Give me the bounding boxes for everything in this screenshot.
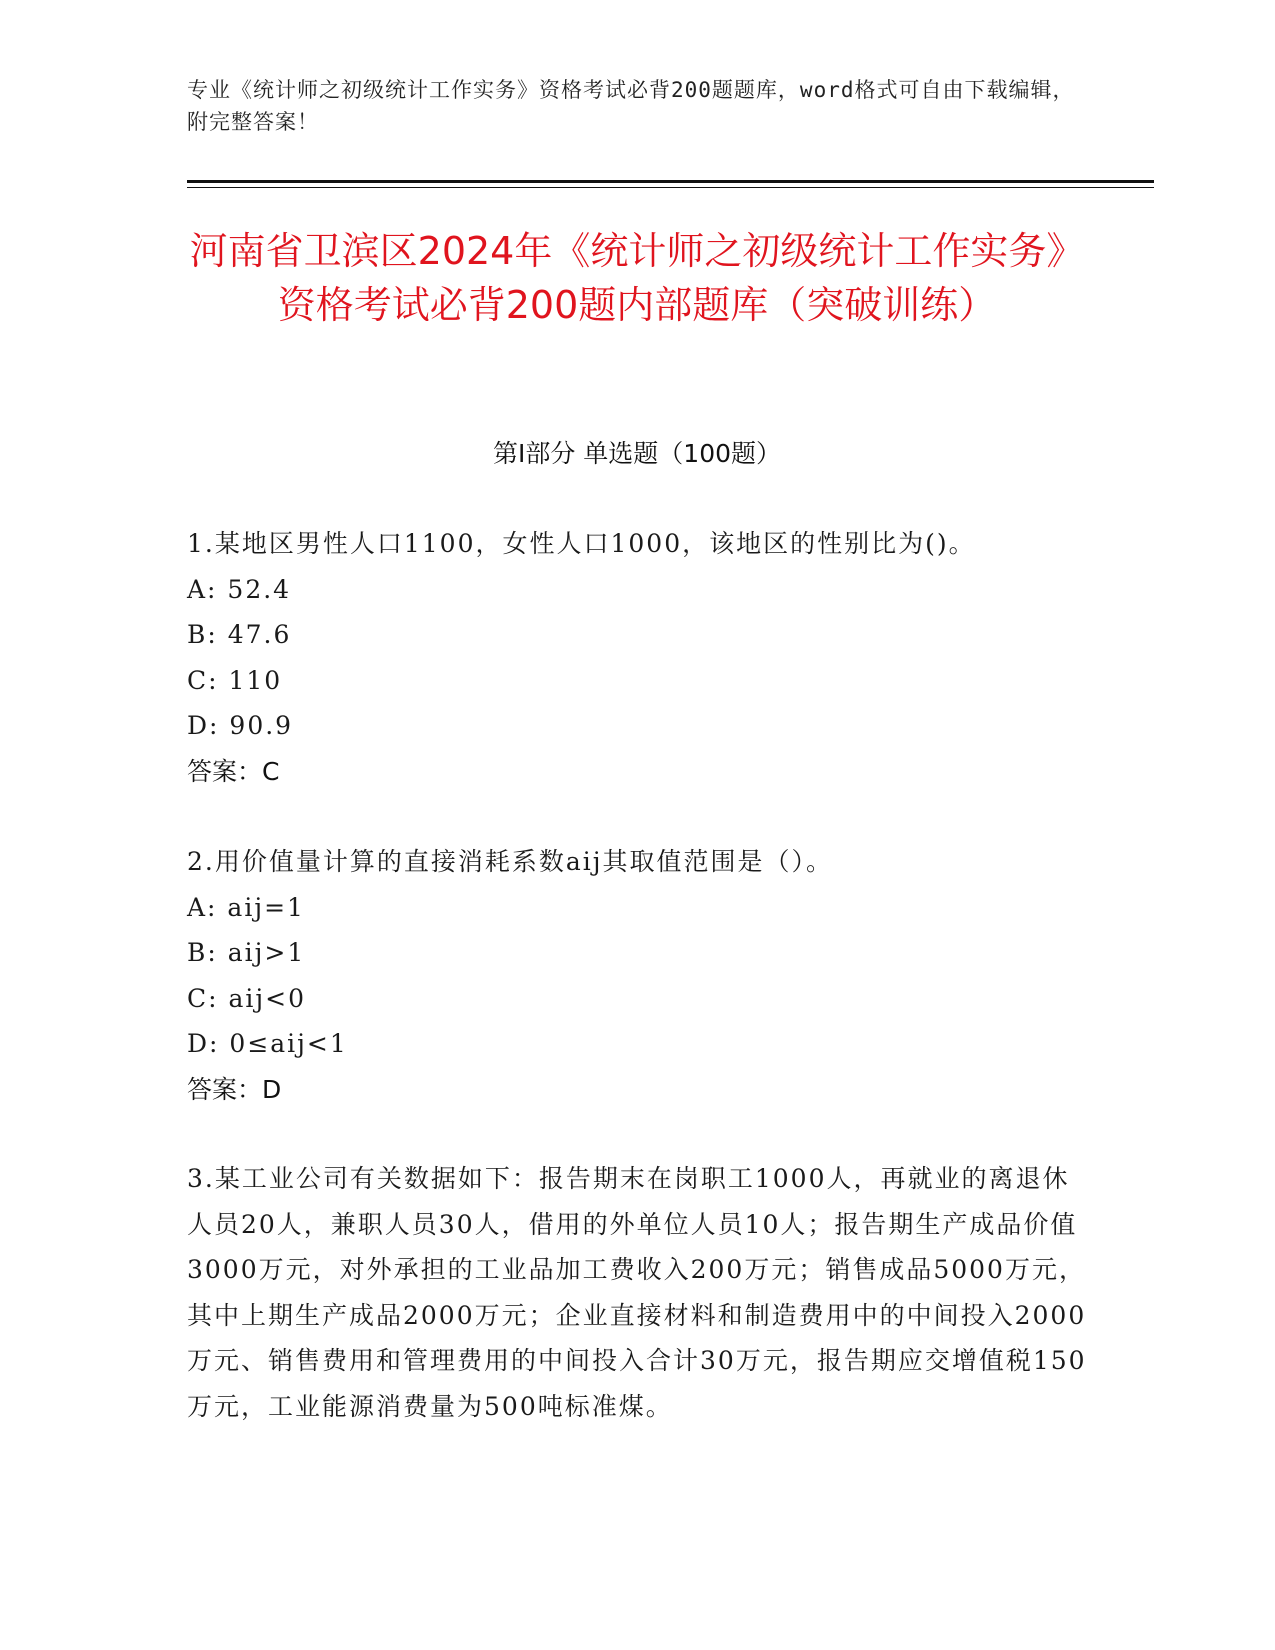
answer: 答案：D <box>187 1074 282 1104</box>
option-c: C: aij<0 <box>187 983 307 1013</box>
question-2 <box>187 839 1087 1112</box>
option-d: D: 0≤aij<1 <box>187 1029 348 1058</box>
option-b: B: 47.6 <box>187 620 292 649</box>
question-stem: 2.用价值量计算的直接消耗系数aij其取值范围是（）。 <box>187 847 834 876</box>
option-b: B: aij>1 <box>187 938 306 967</box>
answer: 答案：C <box>187 756 280 786</box>
question-1 <box>187 521 1087 794</box>
question-stem: 3.某工业公司有关数据如下：报告期末在岗职工1000人，再就业的离退休人员20人，兼职人员30人，借用的外单位人员10人；报告期生产成品价值3000万元，对外承担的工业品加工费收入200万元；销售成品5000万元，其中上期生产成品2000万元；企业直接材料和制造费用中的中间投入2000万元、销售费用和管理费用的中间投入合计30万元，报告期应交增值税150万元，工业能源消费量为500吨标准煤。 <box>187 1164 1087 1421</box>
question-stem: 1.某地区男性人口1100，女性人口1000，该地区的性别比为()。 <box>187 529 976 558</box>
header-divider-thick <box>187 180 1154 183</box>
option-a: A: aij=1 <box>187 892 305 922</box>
question-3 <box>187 1156 1087 1429</box>
header-divider-thin <box>187 187 1154 188</box>
part-heading: 第Ⅰ部分 单选题（100题） <box>492 439 782 468</box>
option-a: A: 52.4 <box>187 574 292 604</box>
option-d: D: 90.9 <box>187 711 294 740</box>
document-header-note: 专业《统计师之初级统计工作实务》资格考试必背200题题库，word格式可自由下载编辑，附完整答案！ <box>187 78 1075 134</box>
document-title: 河南省卫滨区2024年《统计师之初级统计工作实务》资格考试必背200题内部题库（突破训练） <box>189 229 1085 327</box>
option-c: C: 110 <box>187 665 283 695</box>
